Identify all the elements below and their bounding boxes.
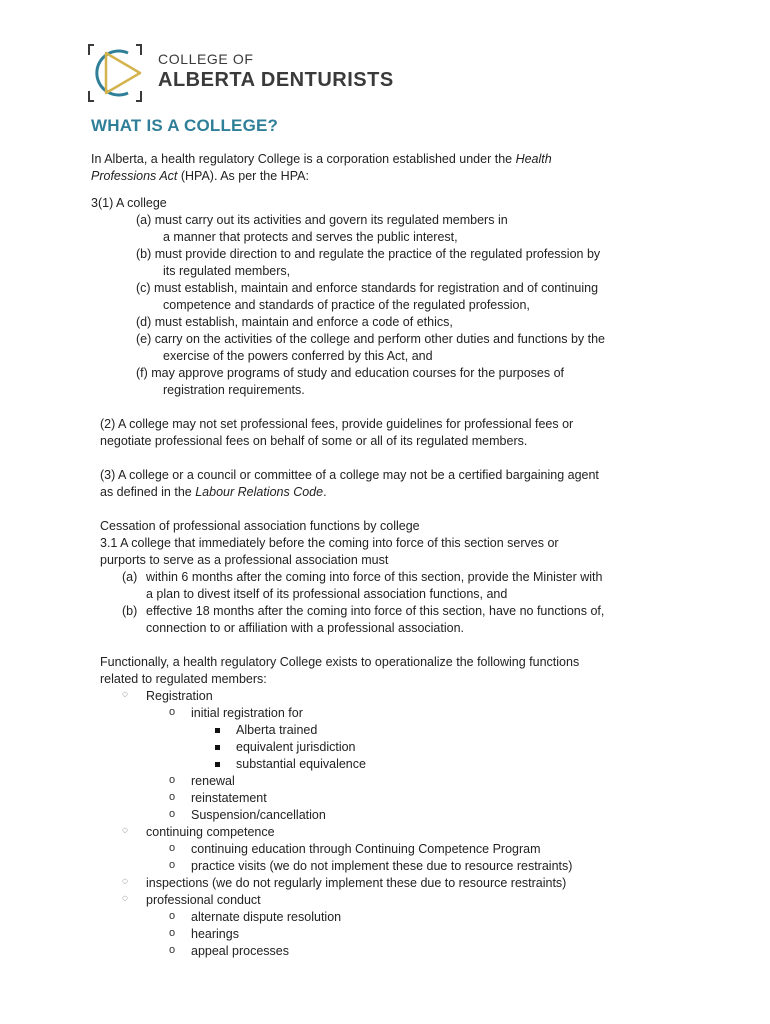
section-3-line-1: (3) A college or a council or committee of a college may not be a certified bargaining agent	[100, 468, 599, 482]
cessation-b-line-2: connection to or affiliation with a professional association.	[146, 621, 465, 635]
section-3-1-item: (d) must establish, maintain and enforce a code of ethics,	[136, 315, 453, 329]
circle-bullet-icon: o	[169, 842, 176, 854]
square-bullet-icon	[215, 728, 220, 733]
function-suspension-cancellation: Suspension/cancellation	[191, 808, 326, 822]
section-2-line-2: negotiate professional fees on behalf of some or all of its regulated members.	[100, 434, 528, 448]
cessation-line-2: purports to serve as a professional association must	[100, 553, 389, 567]
section-3-1-item: a manner that protects and serves the public interest,	[163, 230, 458, 244]
circle-bullet-icon: o	[169, 774, 176, 786]
functions-intro-line-2: related to regulated members:	[100, 672, 267, 686]
logo-line-1: COLLEGE OF	[158, 51, 254, 67]
function-alternate-dispute-resolution: alternate dispute resolution	[191, 910, 342, 924]
section-3-1-heading: 3(1) A college	[91, 196, 167, 210]
section-2-line-1: (2) A college may not set professional fees, provide guidelines for professional fees or	[100, 417, 574, 431]
section-3-1-item: (a) must carry out its activities and govern its regulated members in	[136, 213, 508, 227]
circle-bullet-icon: o	[169, 910, 176, 922]
function-appeal-processes: appeal processes	[191, 944, 289, 958]
square-bullet-icon	[215, 745, 220, 750]
cessation-b-marker: (b)	[122, 604, 138, 618]
function-initial-registration: initial registration for	[191, 706, 303, 720]
intro-line-2: Professions Act (HPA). As per the HPA:	[91, 169, 309, 183]
cessation-b-line-1: effective 18 months after the coming into force of this section, have no functions of,	[146, 604, 605, 618]
dotted-circle-bullet-icon: ◌	[122, 876, 128, 887]
function-reinstatement: reinstatement	[191, 791, 267, 805]
circle-bullet-icon: o	[169, 808, 176, 820]
circle-bullet-icon: o	[169, 944, 176, 956]
function-continuing-competence: continuing competence	[146, 825, 275, 839]
section-3-1-item: competence and standards of practice of the regulated profession,	[163, 298, 530, 312]
section-3-1-item: (e) carry on the activities of the college and perform other duties and functions by the	[136, 332, 606, 346]
dotted-circle-bullet-icon: ◌	[122, 893, 128, 904]
section-3-1-item: registration requirements.	[163, 383, 305, 397]
function-registration: Registration	[146, 689, 213, 703]
dotted-circle-bullet-icon: ◌	[122, 825, 128, 836]
circle-bullet-icon: o	[169, 791, 176, 803]
cessation-a-line-2: a plan to divest itself of its professional association functions, and	[146, 587, 508, 601]
page-title: WHAT IS A COLLEGE?	[91, 116, 279, 135]
functions-intro-line-1: Functionally, a health regulatory College exists to operationalize the following functions	[100, 655, 580, 669]
function-continuing-education: continuing education through Continuing Competence Program	[191, 842, 541, 856]
function-inspections: inspections (we do not regularly implement these due to resource restraints)	[146, 876, 567, 890]
dotted-circle-bullet-icon: ◌	[122, 689, 128, 700]
intro-line-1: In Alberta, a health regulatory College is a corporation established under the Health	[91, 152, 552, 166]
circle-bullet-icon: o	[169, 927, 176, 939]
section-3-1-item: its regulated members,	[163, 264, 291, 278]
circle-bullet-icon: o	[169, 706, 176, 718]
function-hearings: hearings	[191, 927, 239, 941]
function-substantial-equivalence: substantial equivalence	[236, 757, 366, 771]
cessation-a-marker: (a)	[122, 570, 138, 584]
cessation-a-line-1: within 6 months after the coming into force of this section, provide the Minister with	[146, 570, 603, 584]
cessation-line-1: 3.1 A college that immediately before the coming into force of this section serves or	[100, 536, 559, 550]
section-3-1-item: (f) may approve programs of study and education courses for the purposes of	[136, 366, 565, 380]
cessation-title: Cessation of professional association functions by college	[100, 519, 420, 533]
function-professional-conduct: professional conduct	[146, 893, 261, 907]
function-alberta-trained: Alberta trained	[236, 723, 318, 737]
section-3-line-2: as defined in the Labour Relations Code.	[100, 485, 327, 499]
college-logo	[88, 43, 398, 103]
function-practice-visits: practice visits (we do not implement these due to resource restraints)	[191, 859, 573, 873]
section-3-1-item: (b) must provide direction to and regulate the practice of the regulated profession by	[136, 247, 601, 261]
function-equivalent-jurisdiction: equivalent jurisdiction	[236, 740, 356, 754]
section-3-1-item: (c) must establish, maintain and enforce standards for registration and of continuing	[136, 281, 599, 295]
function-renewal: renewal	[191, 774, 235, 788]
square-bullet-icon	[215, 762, 220, 767]
circle-bullet-icon: o	[169, 859, 176, 871]
logo-mark-icon	[88, 43, 150, 103]
logo-line-2: ALBERTA DENTURISTS	[158, 69, 394, 91]
section-3-1-item: exercise of the powers conferred by this Act, and	[163, 349, 433, 363]
